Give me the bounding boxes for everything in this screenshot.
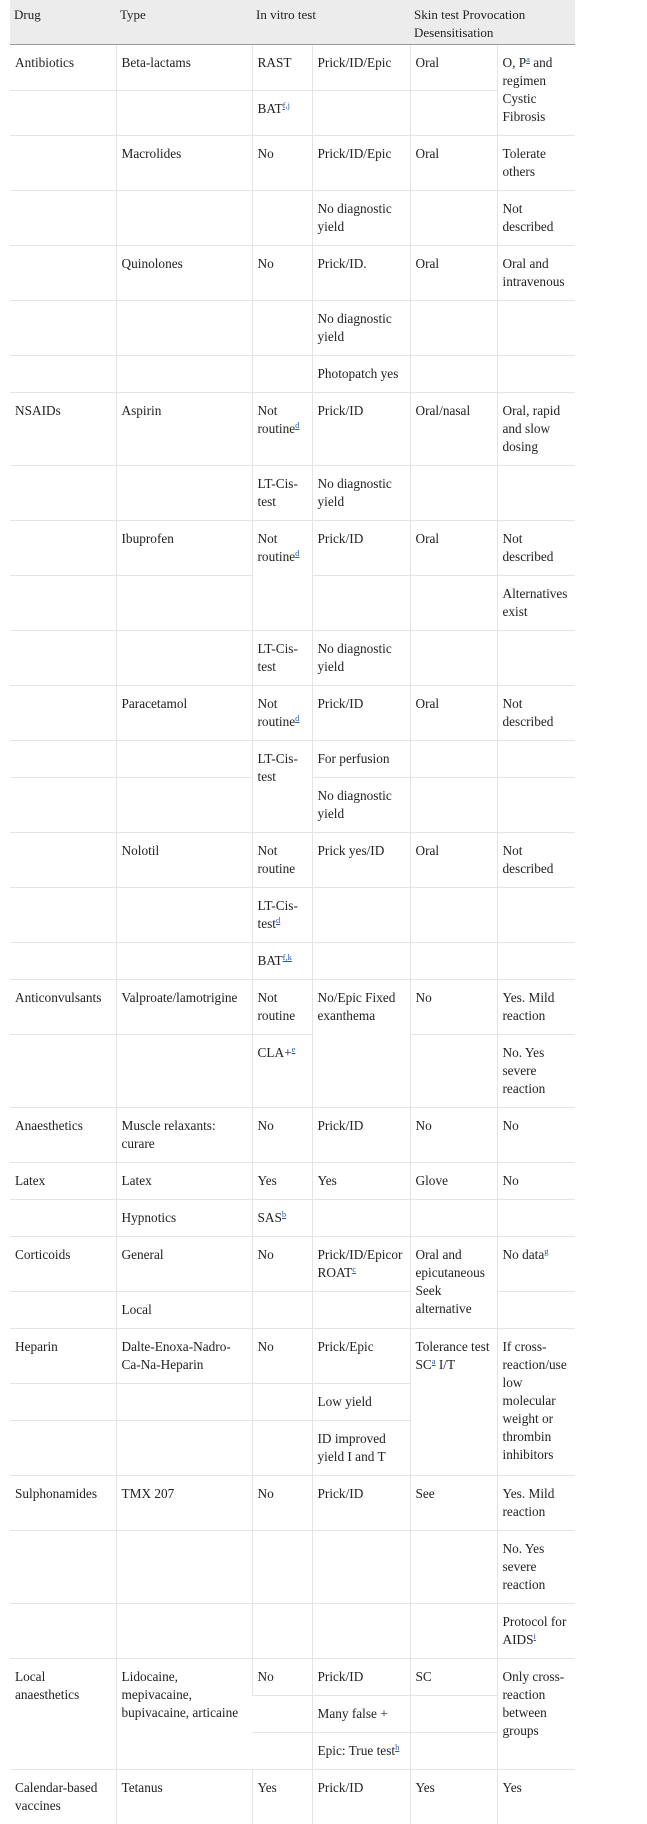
cell-desensitisation	[497, 356, 575, 393]
cell-drug	[10, 1292, 116, 1329]
cell-skin-test: Photopatch yes	[312, 356, 410, 393]
cell-desensitisation: Alternatives exist	[497, 576, 575, 631]
cell-skin-test: No diagnostic yield	[312, 191, 410, 246]
cell-provocation	[410, 943, 497, 980]
cell-in-vitro	[252, 521, 312, 631]
footnote-link[interactable]: d	[295, 713, 299, 723]
cell-desensitisation: Yes. Mild reaction	[497, 980, 575, 1035]
table-header-row	[10, 0, 575, 45]
cell-drug	[10, 1035, 116, 1108]
cell-desensitisation: No	[497, 1108, 575, 1163]
cell-drug: Antibiotics	[10, 45, 116, 91]
table-row	[10, 1659, 575, 1696]
cell-provocation	[410, 1329, 497, 1476]
cell-type	[116, 1604, 252, 1659]
cell-skin-test: Prick/ID	[312, 1770, 410, 1824]
cell-desensitisation: If cross-reaction/use low molecular weight or thrombin inhibitors	[497, 1329, 575, 1476]
cell-in-vitro: LT-Cis-test	[252, 741, 312, 833]
cell-desensitisation	[497, 943, 575, 980]
cell-drug: Calendar-based vaccines	[10, 1770, 116, 1824]
cell-text: Not routine	[258, 403, 296, 436]
cell-drug	[10, 191, 116, 246]
cell-in-vitro: No	[252, 246, 312, 301]
cell-provocation: Oral	[410, 246, 497, 301]
cell-provocation: Yes	[410, 1770, 497, 1824]
cell-desensitisation: Yes. Mild reaction	[497, 1476, 575, 1531]
cell-type: Macrolides	[116, 136, 252, 191]
cell-in-vitro	[252, 1200, 312, 1237]
cell-provocation: Oral/nasal	[410, 393, 497, 466]
cell-drug	[10, 741, 116, 778]
cell-skin-test: Prick/ID/Epic	[312, 45, 410, 91]
cell-skin-test: For perfusion	[312, 741, 410, 778]
table-row	[10, 301, 575, 356]
cell-drug: Anticonvulsants	[10, 980, 116, 1035]
table-row	[10, 686, 575, 741]
table-row	[10, 1163, 575, 1200]
cell-drug	[10, 356, 116, 393]
cell-desensitisation: Yes	[497, 1770, 575, 1824]
cell-desensitisation	[497, 888, 575, 943]
cell-in-vitro: No	[252, 1329, 312, 1384]
cell-type	[116, 191, 252, 246]
cell-provocation: Oral	[410, 833, 497, 888]
cell-text: CLA+	[258, 1045, 292, 1060]
cell-type: Lidocaine, mepivacaine, bupivacaine, articaine	[116, 1659, 252, 1770]
cell-type: Aspirin	[116, 393, 252, 466]
cell-drug	[10, 1421, 116, 1476]
table-row	[10, 1604, 575, 1659]
cell-text: No data	[503, 1247, 545, 1262]
cell-skin-test: Low yield	[312, 1384, 410, 1421]
table-row	[10, 1200, 575, 1237]
cell-provocation	[410, 1035, 497, 1108]
cell-type	[116, 1384, 252, 1421]
cell-drug: Heparin	[10, 1329, 116, 1384]
cell-in-vitro	[252, 888, 312, 943]
table-row	[10, 943, 575, 980]
footnote-link[interactable]: d	[295, 548, 299, 558]
cell-in-vitro	[252, 301, 312, 356]
cell-skin-test: Prick/ID	[312, 686, 410, 741]
cell-drug	[10, 301, 116, 356]
table-row	[10, 466, 575, 521]
table-row	[10, 741, 575, 778]
cell-type: Hypnotics	[116, 1200, 252, 1237]
cell-skin-test	[312, 888, 410, 943]
cell-drug	[10, 466, 116, 521]
cell-desensitisation: Only cross-reaction between groups	[497, 1659, 575, 1770]
cell-provocation	[410, 888, 497, 943]
cell-in-vitro: LT-Cis-test	[252, 631, 312, 686]
cell-skin-test: Prick/ID.	[312, 246, 410, 301]
table-row	[10, 888, 575, 943]
footnote-link[interactable]: d	[276, 915, 280, 925]
cell-skin-test: No diagnostic yield	[312, 466, 410, 521]
cell-skin-test: Prick/ID	[312, 1659, 410, 1696]
cell-provocation	[410, 1604, 497, 1659]
cell-in-vitro: Yes	[252, 1770, 312, 1824]
cell-drug: Local anaesthetics	[10, 1659, 116, 1770]
cell-text: Protocol for AIDS	[503, 1614, 567, 1647]
cell-drug: Sulphonamides	[10, 1476, 116, 1531]
cell-text: Not routine	[258, 696, 296, 729]
cell-skin-test: Prick/ID	[312, 393, 410, 466]
cell-type	[116, 90, 252, 136]
cell-skin-test: Prick/ID/Epic	[312, 136, 410, 191]
cell-type: Tetanus	[116, 1770, 252, 1824]
drug-allergy-table-container	[10, 0, 575, 1733]
cell-skin-test: No diagnostic yield	[312, 631, 410, 686]
cell-type: Quinolones	[116, 246, 252, 301]
footnote-link[interactable]: f,j	[283, 100, 290, 110]
cell-skin-test: Prick/ID	[312, 521, 410, 576]
cell-drug: Anaesthetics	[10, 1108, 116, 1163]
cell-in-vitro: Yes	[252, 1163, 312, 1200]
cell-drug	[10, 246, 116, 301]
cell-text: BAT	[258, 953, 283, 968]
table-row	[10, 45, 575, 91]
cell-desensitisation: No. Yes severe reaction	[497, 1531, 575, 1604]
cell-type: Latex	[116, 1163, 252, 1200]
cell-desensitisation	[497, 1237, 575, 1292]
footnote-link[interactable]: d	[295, 420, 299, 430]
table-row	[10, 393, 575, 466]
cell-type	[116, 741, 252, 778]
cell-drug: Latex	[10, 1163, 116, 1200]
cell-provocation	[410, 1733, 497, 1770]
cell-in-vitro: No	[252, 136, 312, 191]
cell-skin-test: Prick/ID	[312, 1108, 410, 1163]
cell-skin-test	[312, 1733, 410, 1770]
cell-text: LT-Cis-test	[258, 898, 298, 931]
cell-in-vitro	[252, 1035, 312, 1108]
cell-type: Local	[116, 1292, 252, 1329]
cell-provocation: Oral and epicutaneous Seek alternative	[410, 1237, 497, 1329]
cell-type	[116, 631, 252, 686]
cell-drug	[10, 1200, 116, 1237]
cell-text: Not routine	[258, 531, 296, 564]
table-row	[10, 1531, 575, 1604]
cell-type: Valproate/lamotrigine	[116, 980, 252, 1035]
cell-desensitisation	[497, 301, 575, 356]
cell-type: General	[116, 1237, 252, 1292]
drug-allergy-table	[10, 0, 575, 1824]
cell-type	[116, 888, 252, 943]
header-drug: Drug	[10, 0, 116, 45]
cell-desensitisation	[497, 466, 575, 521]
cell-type	[116, 1035, 252, 1108]
cell-in-vitro	[252, 191, 312, 246]
cell-skin-test	[312, 90, 410, 136]
cell-type: Beta-lactams	[116, 45, 252, 91]
cell-skin-test: Prick/ID	[312, 1476, 410, 1531]
cell-skin-test	[312, 1200, 410, 1237]
cell-in-vitro: RAST	[252, 45, 312, 91]
cell-text: Prick/ID/Epicor ROAT	[318, 1247, 403, 1280]
cell-type	[116, 943, 252, 980]
cell-provocation	[410, 778, 497, 833]
cell-desensitisation: Not described	[497, 191, 575, 246]
cell-provocation: See	[410, 1476, 497, 1531]
cell-provocation: Oral	[410, 521, 497, 576]
cell-drug	[10, 90, 116, 136]
cell-skin-test	[312, 576, 410, 631]
cell-skin-test	[312, 1531, 410, 1604]
cell-skin-test: Many false +	[312, 1696, 410, 1733]
cell-drug	[10, 521, 116, 576]
cell-provocation	[410, 1200, 497, 1237]
cell-skin-test	[312, 1237, 410, 1292]
cell-desensitisation: No. Yes severe reaction	[497, 1035, 575, 1108]
cell-provocation	[410, 191, 497, 246]
cell-text: BAT	[258, 101, 283, 116]
cell-desensitisation: Not described	[497, 686, 575, 741]
table-row	[10, 246, 575, 301]
cell-type: Muscle relaxants: curare	[116, 1108, 252, 1163]
cell-in-vitro: No	[252, 1237, 312, 1292]
table-row	[10, 833, 575, 888]
footnote-link[interactable]: c	[352, 1264, 356, 1274]
cell-desensitisation	[497, 45, 575, 136]
cell-skin-test: Prick yes/ID	[312, 833, 410, 888]
cell-in-vitro	[252, 686, 312, 741]
table-row	[10, 1237, 575, 1292]
cell-in-vitro: No	[252, 1476, 312, 1531]
cell-desensitisation: Not described	[497, 833, 575, 888]
cell-provocation: No	[410, 980, 497, 1035]
cell-provocation: Oral	[410, 45, 497, 91]
table-row	[10, 136, 575, 191]
cell-drug: Corticoids	[10, 1237, 116, 1292]
cell-text: O, P	[503, 55, 527, 70]
cell-desensitisation: Oral, rapid and slow dosing	[497, 393, 575, 466]
footnote-link[interactable]: f,k	[283, 952, 292, 962]
cell-in-vitro: LT-Cis-test	[252, 466, 312, 521]
cell-drug	[10, 888, 116, 943]
cell-in-vitro	[252, 1733, 312, 1770]
cell-type	[116, 466, 252, 521]
table-row	[10, 1770, 575, 1824]
cell-provocation	[410, 1696, 497, 1733]
cell-drug	[10, 576, 116, 631]
cell-drug	[10, 833, 116, 888]
cell-desensitisation: Oral and intravenous	[497, 246, 575, 301]
cell-type	[116, 1421, 252, 1476]
cell-skin-test: No diagnostic yield	[312, 301, 410, 356]
cell-in-vitro: No	[252, 1659, 312, 1696]
cell-text: I/T	[436, 1357, 456, 1372]
cell-provocation	[410, 741, 497, 778]
cell-provocation	[410, 356, 497, 393]
cell-in-vitro	[252, 1531, 312, 1604]
cell-in-vitro	[252, 1421, 312, 1476]
cell-in-vitro	[252, 393, 312, 466]
cell-in-vitro	[252, 1604, 312, 1659]
cell-drug	[10, 778, 116, 833]
header-in-vitro-test: In vitro test	[252, 0, 410, 45]
cell-in-vitro: Not routine	[252, 833, 312, 888]
cell-drug	[10, 631, 116, 686]
cell-provocation	[410, 631, 497, 686]
header-skin-test-provocation-desensitisation: Skin test Provocation Desensitisation	[410, 0, 575, 45]
cell-text: Tolerance test SC	[416, 1339, 490, 1372]
footnote-link[interactable]: e	[292, 1044, 296, 1054]
table-row	[10, 90, 575, 136]
cell-skin-test	[312, 1604, 410, 1659]
cell-in-vitro: No	[252, 1108, 312, 1163]
header-type: Type	[116, 0, 252, 45]
cell-in-vitro	[252, 943, 312, 980]
table-row	[10, 521, 575, 576]
cell-text: SAS	[258, 1210, 282, 1225]
cell-type	[116, 301, 252, 356]
cell-skin-test: Prick/Epic	[312, 1329, 410, 1384]
cell-skin-test	[312, 943, 410, 980]
cell-type: Ibuprofen	[116, 521, 252, 576]
cell-desensitisation: Tolerate others	[497, 136, 575, 191]
cell-type	[116, 576, 252, 631]
table-row	[10, 1108, 575, 1163]
cell-desensitisation	[497, 1292, 575, 1329]
cell-drug	[10, 1604, 116, 1659]
cell-drug	[10, 1531, 116, 1604]
cell-desensitisation	[497, 741, 575, 778]
cell-type: Dalte-Enoxa-Nadro-Ca-Na-Heparin	[116, 1329, 252, 1384]
cell-provocation	[410, 301, 497, 356]
cell-drug	[10, 686, 116, 741]
cell-in-vitro	[252, 90, 312, 136]
cell-provocation: Glove	[410, 1163, 497, 1200]
cell-drug	[10, 1384, 116, 1421]
cell-provocation	[410, 1531, 497, 1604]
cell-provocation: Oral	[410, 136, 497, 191]
cell-in-vitro	[252, 1696, 312, 1733]
cell-skin-test	[312, 1292, 410, 1329]
footnote-link[interactable]: i	[534, 1631, 536, 1641]
cell-type: TMX 207	[116, 1476, 252, 1531]
table-row	[10, 191, 575, 246]
cell-provocation	[410, 466, 497, 521]
cell-drug	[10, 136, 116, 191]
cell-desensitisation: Not described	[497, 521, 575, 576]
cell-provocation	[410, 90, 497, 136]
cell-in-vitro	[252, 1292, 312, 1329]
footnote-link[interactable]: b	[282, 1209, 286, 1219]
cell-skin-test: Yes	[312, 1163, 410, 1200]
footnote-link[interactable]: h	[395, 1742, 399, 1752]
cell-desensitisation: No	[497, 1163, 575, 1200]
table-row	[10, 1329, 575, 1384]
cell-type	[116, 778, 252, 833]
footnote-link[interactable]: g	[544, 1246, 548, 1256]
cell-in-vitro	[252, 1384, 312, 1421]
cell-in-vitro: Not routine	[252, 980, 312, 1035]
cell-skin-test: No/Epic Fixed exanthema	[312, 980, 410, 1108]
cell-provocation: No	[410, 1108, 497, 1163]
cell-provocation	[410, 576, 497, 631]
cell-desensitisation	[497, 1604, 575, 1659]
cell-in-vitro	[252, 356, 312, 393]
cell-drug	[10, 943, 116, 980]
cell-provocation: Oral	[410, 686, 497, 741]
cell-type	[116, 356, 252, 393]
cell-type	[116, 1531, 252, 1604]
cell-type: Nolotil	[116, 833, 252, 888]
cell-text: Epic: True test	[318, 1743, 396, 1758]
footnote-link[interactable]: a	[526, 54, 530, 64]
cell-desensitisation	[497, 631, 575, 686]
table-row	[10, 631, 575, 686]
cell-text: and regimen Cystic Fibrosis	[503, 55, 553, 124]
cell-skin-test: ID improved yield I and T	[312, 1421, 410, 1476]
table-row	[10, 1035, 575, 1108]
table-row	[10, 356, 575, 393]
table-row	[10, 1476, 575, 1531]
cell-type: Paracetamol	[116, 686, 252, 741]
cell-desensitisation	[497, 1200, 575, 1237]
footnote-link[interactable]: a	[432, 1356, 436, 1366]
cell-provocation: SC	[410, 1659, 497, 1696]
cell-skin-test: No diagnostic yield	[312, 778, 410, 833]
table-row	[10, 980, 575, 1035]
cell-desensitisation	[497, 778, 575, 833]
cell-drug: NSAIDs	[10, 393, 116, 466]
